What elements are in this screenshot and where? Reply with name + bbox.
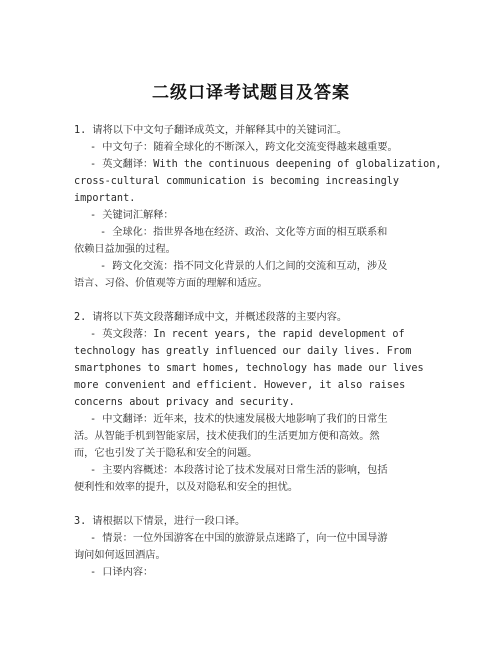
q2-english-paragraph-line: smartphones to smart homes, technology has made our lives [74,363,424,374]
q2-summary-line: 便利性和效率的提升，以及对隐私和安全的担忧。 [74,482,299,493]
q3-content-label: - 口译内容： [90,567,154,578]
page-title: 二级口译考试题目及答案 [152,83,350,103]
q2-chinese-translation-line: 而，它也引发了关于隐私和安全的问题。 [74,448,258,459]
q1-keyword-globalization: - 全球化：指世界各地在经济、政治、文化等方面的相互联系和 [100,227,388,238]
q3-scenario-line: - 情景：一位外国游客在中国的旅游景点迷路了，向一位中国导游 [90,533,388,544]
q1-english-translation-line: important. [74,193,136,204]
q1-keyword-cross-cultural-cont: 语言、习俗、价值观等方面的理解和适应。 [74,278,268,289]
q2-english-paragraph-line: technology has greatly influenced our daily lives. From [74,346,412,357]
q3-scenario-line: 询问如何返回酒店。 [74,550,166,561]
q2-heading: 2. 请将以下英文段落翻译成中文，并概述段落的主要内容。 [74,312,348,323]
q2-summary-line: - 主要内容概述：本段落讨论了技术发展对日常生活的影响，包括 [90,465,388,476]
q2-english-paragraph-line: concerns about privacy and security. [74,397,295,408]
q1-heading: 1. 请将以下中文句子翻译成英文，并解释其中的关键词汇。 [74,125,348,136]
q2-chinese-translation-line: 活。从智能手机到智能家居，技术使我们的生活更加方便和高效。然 [74,431,380,442]
q1-keyword-cross-cultural: - 跨文化交流：指不同文化背景的人们之间的交流和互动，涉及 [100,261,388,272]
q3-heading: 3. 请根据以下情景，进行一段口译。 [74,516,246,527]
q2-english-paragraph-line: - 英文段落：In recent years, the rapid development of [90,329,405,340]
q1-keywords-label: - 关键词汇解释： [90,210,174,221]
q2-chinese-translation-line: - 中文翻译：近年来，技术的快速发展极大地影响了我们的日常生 [90,414,388,425]
q1-english-translation-line: cross-cultural communication is becoming increasingly [74,176,400,187]
q1-keyword-globalization-cont: 依赖日益加强的过程。 [74,244,176,255]
q1-english-translation-line: - 英文翻译：With the continuous deepening of globalization, [90,159,442,170]
q2-english-paragraph-line: more convenient and efficient. However, it also raises [74,380,406,391]
q1-chinese-sentence: - 中文句子：随着全球化的不断深入，跨文化交流变得越来越重要。 [90,142,398,153]
